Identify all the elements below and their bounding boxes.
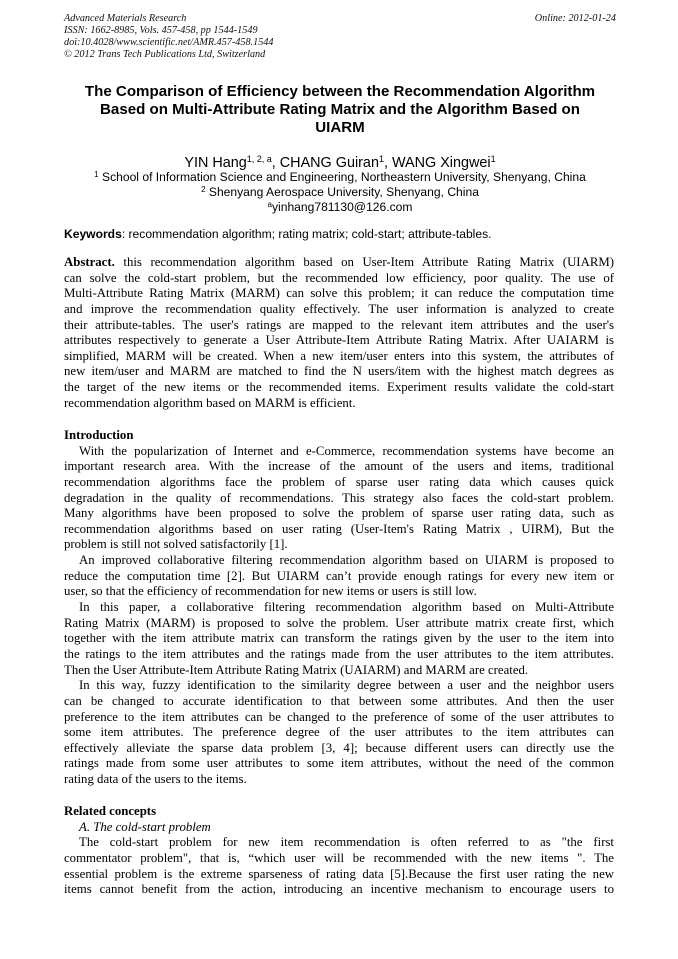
author-name: CHANG Guiran	[279, 155, 379, 171]
affiliation-text: Shenyang Aerospace University, Shenyang, China	[208, 185, 479, 199]
journal-name: Advanced Materials Research	[64, 13, 187, 24]
paragraph-line: commentator problem", that is, “which user will be recommended with the new items ". The	[64, 850, 614, 865]
paragraph-line: ratings made from some user attributes to some item attributes, without the need of the common	[64, 756, 614, 771]
keywords-text: : recommendation algorithm; rating matrix; cold-start; attribute-tables.	[121, 227, 492, 241]
paragraph-line: recommendation algorithms based on user rating (User-Item's Rating Matrix , UIRM), But the	[64, 521, 614, 536]
author-list: YIN Hang$^{1, 2, a}$, CHANG Guiran$^1$, WANG Xingwei$^1$	[184, 154, 496, 171]
paragraph-line: Rating Matrix (MARM) is proposed to solve the problem. User attribute matrix create first, which	[64, 615, 614, 630]
affiliation-text: School of Information Science and Engineering, Northeastern University, Shenyang, China	[102, 170, 586, 184]
online-date: Online: 2012-01-24	[534, 13, 616, 24]
paragraph-line: together with the item attribute matrix can transform the ratings given by the user to the item into	[64, 631, 614, 646]
affiliation-superscript: 1	[94, 170, 99, 179]
paragraph-line: With the popularization of Internet and e-Commerce, recommendation systems have become an	[79, 443, 614, 458]
paragraph-line: The cold-start problem for new item recommendation is often referred to as "the first	[79, 835, 614, 850]
paragraph-line: can be changed to accurate identification to that between some attributes. And then the user	[64, 693, 614, 708]
paragraph-line: user, so that the efficiency of recommendation for new items or users is still low.	[64, 584, 477, 599]
title-line: The Comparison of Efficiency between the Recommendation Algorithm	[84, 83, 596, 100]
doi-line: doi:10.4028/www.scientific.net/AMR.457-458.1544	[64, 37, 274, 48]
abstract	[64, 255, 614, 411]
paragraph-line: degradation in the quality of recommendations. This strategy also faces the cold-start problem.	[64, 490, 614, 505]
keywords-label: Keywords	[64, 227, 122, 241]
abstract-line: simplified, MARM will be created. When a new item/user enters into this system, the attributes of	[64, 348, 614, 363]
author-superscript: 1, 2, a	[246, 154, 272, 164]
abstract-line: can solve the cold-start problem, but the recommended low efficiency, poor quality. The use of	[64, 270, 614, 285]
paragraph-line: Then the User Attribute-Item Attribute Rating Matrix (UAIARM) and MARM are created.	[64, 662, 529, 677]
section-heading: Related concepts	[64, 804, 157, 818]
paragraph-line: items cannot benefit from the action, introducing an incentive mechanism to encourage users to	[64, 882, 614, 897]
paragraph-line: essential problem is the extreme sparseness of rating data [5].Because the first user rating the new	[64, 866, 614, 881]
author-superscript: 1	[378, 154, 384, 164]
paragraph-line: In this way, fuzzy identification to the similarity degree between a user and the neighbor users	[79, 678, 614, 693]
issn-line: ISSN: 1662-8985, Vols. 457-458, pp 1544-1549	[64, 25, 258, 36]
related-concepts-section	[64, 804, 614, 898]
paragraph-line: the ratings to the item attributes and the ratings made from the user attributes to the item attributes.	[64, 646, 614, 661]
subsection-heading: A. The cold-start problem	[79, 819, 211, 834]
paragraph-line: recommendation algorithms face the problem of sparse user rating data which causes quick	[64, 474, 614, 489]
abstract-line: Multi-Attribute Rating Matrix (MARM) can solve this problem; it can reduce the computation time	[64, 286, 614, 301]
paper-title	[60, 83, 620, 137]
keywords	[64, 227, 620, 242]
paragraph-line: effectively alleviate the sparse data problem [3, 4]; because different users can directly use the	[64, 740, 614, 755]
email-text: yinhang781130@126.com	[271, 200, 413, 214]
abstract-line: new item/user and MARM are matched to find the N users/item with the highest match degrees as	[64, 364, 614, 379]
paragraph-line: some item attributes. The preference degree of the user attributes to the item attributes can	[64, 725, 614, 740]
author-email	[60, 197, 620, 215]
title-line: Based on Multi-Attribute Rating Matrix and the Algorithm Based on	[100, 101, 580, 118]
abstract-line: the target of the new items or the recommended items. Experiment results validate the cold-start	[64, 380, 614, 395]
abstract-line: attributes respectively to generate a User Attribute-Item Attribute Rating Matrix. After UAIARM is	[64, 333, 614, 348]
paragraph-line: In this paper, a collaborative filtering recommendation algorithm based on Multi-Attribute	[79, 600, 614, 615]
paragraph-line: preference to the item attributes can be changed to the preference of some of the user attributes to	[64, 709, 614, 724]
paragraph-line: problem is still not solved satisfactorily [1].	[64, 537, 288, 552]
introduction-section	[64, 428, 614, 788]
abstract-line: their attribute-tables. The user's ratings are mapped to the relevant item attributes and the user's	[64, 317, 614, 332]
author-superscript: 1	[490, 154, 496, 164]
abstract-line: Abstract. this recommendation algorithm based on User-Item Attribute Rating Matrix (UIARM)	[64, 255, 614, 269]
abstract-line: recommendation algorithm based on MARM is efficient.	[64, 395, 356, 410]
author-name: YIN Hang	[184, 155, 247, 171]
journal-header	[64, 13, 616, 61]
paragraph-line: reduce the computation time [2]. But UIARM can’t provide enough ratings for every new item or	[64, 568, 614, 583]
paragraph-line: rating data of the users to the items.	[64, 772, 247, 787]
email-superscript: a	[267, 200, 272, 209]
paragraph-line: important research area. With the increase of the amount of the users and items, traditional	[64, 459, 614, 474]
abstract-label: Abstract.	[64, 255, 115, 269]
section-heading: Introduction	[64, 428, 134, 442]
abstract-line: and improve the recommendation quality effectively. The user information is analyzed to create	[64, 301, 614, 316]
paragraph-line: Many algorithms have been proposed to solve the problem of sparse user rating data, such as	[64, 506, 614, 521]
author-name: WANG Xingwei	[391, 155, 491, 171]
title-line: UIARM	[315, 119, 365, 136]
paragraph-line: An improved collaborative filtering recommendation algorithm based on UIARM is proposed to	[79, 553, 614, 568]
copyright-line: © 2012 Trans Tech Publications Ltd, Switzerland	[64, 49, 266, 60]
affiliation-superscript: 2	[201, 185, 206, 194]
